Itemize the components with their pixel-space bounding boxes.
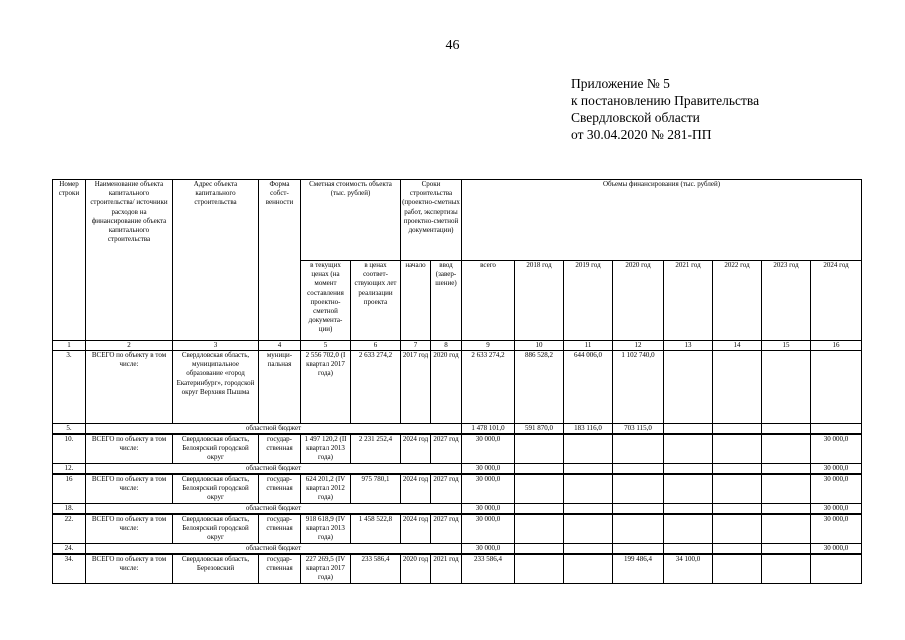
cell-2022: [713, 514, 762, 544]
appendix-heading: [571, 75, 759, 143]
col-number: 8: [431, 341, 462, 351]
col-number: 5: [301, 341, 351, 351]
col-number: 12: [613, 341, 664, 351]
col-number: 16: [811, 341, 862, 351]
header-end: ввод (завер-шение): [431, 261, 462, 341]
cell-object-name: ВСЕГО по объекту в том числе:: [86, 554, 173, 584]
cell-2024: 30 000,0: [811, 514, 862, 544]
header-2018: 2018 год: [515, 261, 564, 341]
cell-row-number: 5.: [53, 424, 86, 435]
header-total: всего: [462, 261, 515, 341]
col-number: 11: [564, 341, 613, 351]
cell-total: 30 000,0: [462, 474, 515, 504]
cell-2020: 703 115,0: [613, 424, 664, 435]
cell-2021: [664, 464, 713, 475]
cell-2022: [713, 554, 762, 584]
cell-cost-current: 227 269,5 (IV квартал 2017 года): [301, 554, 351, 584]
cell-address: Свердловская область, Белоярский городской округ: [173, 514, 259, 544]
cell-2023: [762, 424, 811, 435]
col-number: 2: [86, 341, 173, 351]
cell-2019: 644 006,0: [564, 351, 613, 424]
cell-2024: 30 000,0: [811, 504, 862, 515]
cell-2021: [664, 351, 713, 424]
cell-2023: [762, 514, 811, 544]
header-object-name: Наименование объекта капитального строительства/ источники расходов на финансирование объекта капитального строительства: [86, 180, 173, 341]
cell-2019: [564, 474, 613, 504]
cell-2023: [762, 351, 811, 424]
header-2020: 2020 год: [613, 261, 664, 341]
col-number: 1: [53, 341, 86, 351]
table-row-budget: [53, 464, 862, 475]
cell-cost-years: 975 780,1: [351, 474, 401, 504]
cell-ownership: государ-ственная: [259, 434, 301, 464]
col-number: 4: [259, 341, 301, 351]
cell-2024: [811, 351, 862, 424]
cell-2019: [564, 544, 613, 555]
cell-row-number: 10.: [53, 434, 86, 464]
header-address: Адрес объекта капитального строительства: [173, 180, 259, 341]
cell-2021: [664, 424, 713, 435]
cell-2024: 30 000,0: [811, 474, 862, 504]
appendix-line-3: Свердловской области: [571, 110, 700, 125]
cell-2022: [713, 464, 762, 475]
cell-source-label: областной бюджет: [86, 464, 462, 475]
cell-cost-years: 233 586,4: [351, 554, 401, 584]
cell-2019: [564, 504, 613, 515]
col-number: 13: [664, 341, 713, 351]
cell-2021: [664, 514, 713, 544]
cell-2023: [762, 474, 811, 504]
cell-total: 30 000,0: [462, 504, 515, 515]
cell-2020: [613, 464, 664, 475]
table-row-object: [53, 434, 862, 464]
cell-row-number: 22.: [53, 514, 86, 544]
cell-start-year: 2024 год: [401, 474, 431, 504]
cell-2023: [762, 544, 811, 555]
table-row-object: [53, 474, 862, 504]
cell-object-name: ВСЕГО по объекту в том числе:: [86, 514, 173, 544]
col-number: 9: [462, 341, 515, 351]
cell-2018: [515, 504, 564, 515]
cell-2018: 886 528,2: [515, 351, 564, 424]
cell-cost-current: 1 497 120,2 (II квартал 2013 года): [301, 434, 351, 464]
cell-2022: [713, 351, 762, 424]
page-number: 46: [445, 38, 460, 53]
cell-2020: 199 486,4: [613, 554, 664, 584]
cell-2024: 30 000,0: [811, 464, 862, 475]
cell-2020: [613, 474, 664, 504]
header-start: начало: [401, 261, 431, 341]
table-row-budget: [53, 544, 862, 555]
cell-cost-current: 918 618,9 (IV квартал 2013 года): [301, 514, 351, 544]
cell-row-number: 16: [53, 474, 86, 504]
appendix-line-2: к постановлению Правительства: [571, 93, 760, 108]
cell-row-number: 18.: [53, 504, 86, 515]
appendix-line-4: от 30.04.2020 № 281-ПП: [571, 127, 712, 142]
cell-2022: [713, 434, 762, 464]
cell-ownership: государ-ственная: [259, 514, 301, 544]
cell-2023: [762, 434, 811, 464]
cell-2024: [811, 424, 862, 435]
cell-2020: [613, 544, 664, 555]
cell-row-number: 24.: [53, 544, 86, 555]
cell-2019: [564, 434, 613, 464]
col-number: 7: [401, 341, 431, 351]
col-number: 3: [173, 341, 259, 351]
cell-end-year: 2021 год: [431, 554, 462, 584]
cell-2022: [713, 424, 762, 435]
cell-ownership: государ-ственная: [259, 554, 301, 584]
cell-2019: [564, 464, 613, 475]
cell-end-year: 2020 год: [431, 351, 462, 424]
header-row-1: [53, 180, 862, 261]
cell-cost-years: 2 633 274,2: [351, 351, 401, 424]
cell-2019: 183 116,0: [564, 424, 613, 435]
header-construction-terms: Сроки строительства (проектно-сметных работ, экспертизы проектно-сметной документации): [401, 180, 462, 261]
cell-2018: [515, 554, 564, 584]
header-ownership: Форма собст-венности: [259, 180, 301, 341]
cell-address: Свердловская область, Березовский: [173, 554, 259, 584]
cell-end-year: 2027 год: [431, 474, 462, 504]
cell-2020: [613, 504, 664, 515]
cell-2024: [811, 554, 862, 584]
cell-object-name: ВСЕГО по объекту в том числе:: [86, 474, 173, 504]
header-2022: 2022 год: [713, 261, 762, 341]
cell-cost-years: 2 231 252,4: [351, 434, 401, 464]
cell-2021: [664, 504, 713, 515]
cell-total: 233 586,4: [462, 554, 515, 584]
col-number: 6: [351, 341, 401, 351]
cell-2021: [664, 544, 713, 555]
header-estimated-cost: Сметная стоимость объекта (тыс. рублей): [301, 180, 401, 261]
column-number-row: [53, 341, 862, 351]
cell-total: 30 000,0: [462, 464, 515, 475]
cell-start-year: 2017 год: [401, 351, 431, 424]
cell-2018: [515, 434, 564, 464]
cell-ownership: государ-ственная: [259, 474, 301, 504]
col-number: 10: [515, 341, 564, 351]
cell-2021: 34 100,0: [664, 554, 713, 584]
cell-2019: [564, 554, 613, 584]
cell-2020: [613, 434, 664, 464]
table-row-budget: [53, 424, 862, 435]
cell-2020: 1 102 740,0: [613, 351, 664, 424]
cell-cost-years: 1 458 522,8: [351, 514, 401, 544]
cell-start-year: 2024 год: [401, 434, 431, 464]
cell-2024: 30 000,0: [811, 544, 862, 555]
cell-start-year: 2024 год: [401, 514, 431, 544]
cell-address: Свердловская область, муниципальное образование «город Екатеринбург», городской округ Верхняя Пышма: [173, 351, 259, 424]
cell-total: 30 000,0: [462, 544, 515, 555]
cell-source-label: областной бюджет: [86, 544, 462, 555]
cell-2023: [762, 464, 811, 475]
cell-2021: [664, 474, 713, 504]
cell-2018: [515, 464, 564, 475]
financing-table: [52, 179, 862, 584]
cell-total: 30 000,0: [462, 514, 515, 544]
cell-cost-current: 624 201,2 (IV квартал 2012 года): [301, 474, 351, 504]
cell-source-label: областной бюджет: [86, 424, 462, 435]
cell-2024: 30 000,0: [811, 434, 862, 464]
cell-2018: [515, 514, 564, 544]
cell-2022: [713, 504, 762, 515]
cell-total: 2 633 274,2: [462, 351, 515, 424]
cell-object-name: ВСЕГО по объекту в том числе:: [86, 434, 173, 464]
table-row-budget: [53, 504, 862, 515]
cell-2022: [713, 544, 762, 555]
col-number: 14: [713, 341, 762, 351]
cell-cost-current: 2 556 702,0 (I квартал 2017 года): [301, 351, 351, 424]
cell-row-number: 3.: [53, 351, 86, 424]
cell-2020: [613, 514, 664, 544]
table-row-object: [53, 514, 862, 544]
table-body: [53, 180, 862, 584]
cell-total: 30 000,0: [462, 434, 515, 464]
cell-2019: [564, 514, 613, 544]
header-cost-current: в текущих ценах (на момент составления проектно-сметной документа-ции): [301, 261, 351, 341]
cell-object-name: ВСЕГО по объекту в том числе:: [86, 351, 173, 424]
header-cost-years: в ценах соответ-ствующих лет реализации проекта: [351, 261, 401, 341]
cell-end-year: 2027 год: [431, 514, 462, 544]
header-funding-volumes: Объемы финансирования (тыс. рублей): [462, 180, 862, 261]
table-row-object: [53, 351, 862, 424]
cell-row-number: 12.: [53, 464, 86, 475]
cell-source-label: областной бюджет: [86, 504, 462, 515]
header-2021: 2021 год: [664, 261, 713, 341]
cell-2018: 591 870,0: [515, 424, 564, 435]
col-number: 15: [762, 341, 811, 351]
cell-end-year: 2027 год: [431, 434, 462, 464]
header-2024: 2024 год: [811, 261, 862, 341]
cell-2018: [515, 474, 564, 504]
cell-address: Свердловская область, Белоярский городской округ: [173, 434, 259, 464]
cell-2018: [515, 544, 564, 555]
header-2023: 2023 год: [762, 261, 811, 341]
cell-row-number: 34.: [53, 554, 86, 584]
cell-address: Свердловская область, Белоярский городской округ: [173, 474, 259, 504]
header-2019: 2019 год: [564, 261, 613, 341]
cell-2023: [762, 554, 811, 584]
appendix-line-1: Приложение № 5: [571, 76, 670, 91]
cell-2022: [713, 474, 762, 504]
cell-ownership: муници-пальная: [259, 351, 301, 424]
cell-start-year: 2020 год: [401, 554, 431, 584]
table-row-object: [53, 554, 862, 584]
cell-2021: [664, 434, 713, 464]
cell-2023: [762, 504, 811, 515]
cell-total: 1 478 101,0: [462, 424, 515, 435]
header-row-number: Номер строки: [53, 180, 86, 341]
